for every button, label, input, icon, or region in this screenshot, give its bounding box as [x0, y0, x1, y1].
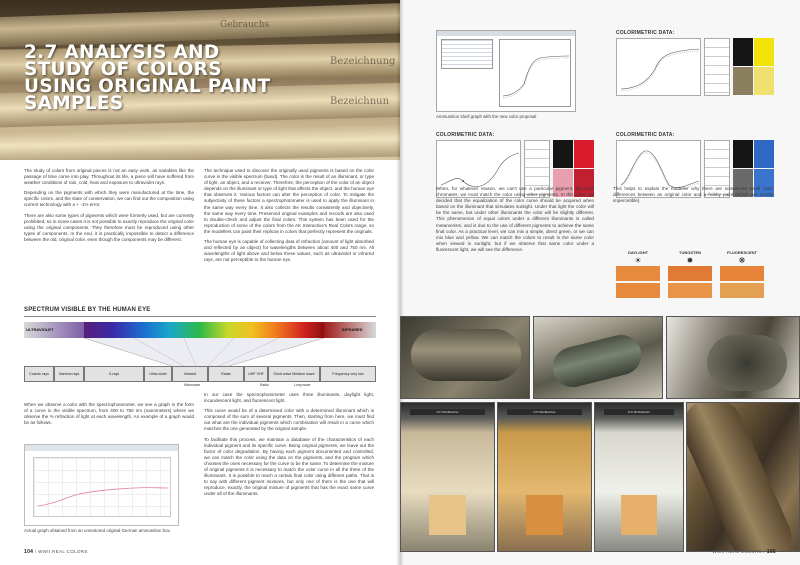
colorimetric-plot: [616, 38, 701, 96]
page-number: 105: [766, 549, 776, 555]
stencil-text: Gebrauchs: [220, 20, 270, 30]
paragraph: Depending on the pigments with which they were manufactured at the time, the specific colors, and the state of conservation, we can find out the composition using current technology with a + -1% error.: [24, 190, 194, 208]
photo-sample-scan: [666, 316, 800, 399]
right-text-column-1: [436, 186, 594, 257]
scale-cell: Short wave Medium wave: [268, 366, 320, 382]
title-line: SAMPLES: [24, 93, 124, 114]
title-line: STUDY OF COLORS: [24, 59, 222, 80]
spectrophotometer-graph: [24, 444, 179, 526]
illuminant-fluorescent: [720, 250, 764, 310]
paragraph: The study of colors from original pieces is not an easy work, as variables like the passage of time come into play. Throughout its life, a piece will have suffered from weather conditions of rain, cold, heat and exposure to ultraviolet rays.: [24, 168, 194, 186]
photo-shell-closeup: [686, 402, 800, 552]
illuminant-daylight: [616, 250, 660, 310]
swatch-orange: [720, 266, 764, 281]
shell-curve: [500, 40, 572, 108]
swatch-black: [553, 140, 573, 168]
page-folio-right: WWII REAL COLORS / 105: [712, 549, 776, 555]
photo-ammo-container: [400, 316, 530, 399]
spectrum-diagram: [24, 322, 376, 387]
swatch-black: [733, 38, 753, 66]
stencil-text: Bezeichnun: [330, 96, 390, 107]
fluorescent-icon: ❋: [738, 256, 746, 265]
electromagnetic-scale: [24, 366, 376, 382]
illuminant-tungsten: [668, 250, 712, 310]
ammo-tube: [0, 124, 400, 160]
software-screenshot: [436, 30, 576, 112]
window-bar: [25, 445, 178, 451]
page-number: 104: [24, 549, 34, 555]
colorimetric-label: COLORIMETRIC DATA:: [616, 30, 675, 36]
title-line: 2.7 ANALYSIS AND: [24, 42, 220, 63]
hero-photo: [0, 0, 400, 160]
booth-sign: GTI MiniMatcher: [507, 409, 581, 415]
visible-spectrum-band: [84, 322, 324, 338]
text-column-3: [24, 402, 194, 430]
scale-cell: Infrared: [172, 366, 208, 382]
swatch-orange: [720, 283, 764, 298]
photo-light-booth-tungsten: [497, 402, 592, 552]
colorimetric-table: [704, 38, 730, 96]
sample-card: [526, 495, 563, 535]
graph-plot-area: [33, 457, 171, 517]
paragraph: This curve would be of a determined color with a determined illuminant which is composed of the sum of several pigments. Then, starting from here, we must find out what are the individual pigments which combination will result in a curve which matches the one generated by the original sample.: [204, 408, 374, 432]
scale-cell: X-rays: [84, 366, 144, 382]
infrared-label: INFRARED: [342, 327, 363, 332]
title-line: USING ORIGINAL PAINT: [24, 76, 271, 97]
swatch-yellow: [754, 38, 774, 66]
text-column-1: [24, 168, 194, 247]
paragraph: When we observe a color with the spectrophotometer, we see a graph in the form of a curve in the visible spectrum, from 400 to 750 nm (nanometers) where we observe the % refraction of light at each wavelength. An example of a graph would be as follows:: [24, 402, 194, 426]
scale-cell: UHF VHF: [244, 366, 268, 382]
sample-card: [621, 495, 656, 535]
paragraph: To facilitate this process, we maintain a database of the characteristics of each individual pigment and its specific curve. Being original pigments, we leave out the factor of color degradation. By having each pigment documented and controlled, we can match the color using the data on the pigments, and the program which chooses the ones necessary for the curve to be the same. To determine the mixture of original pigments it is necessary to match the color curve in all the three of the illuminants. It is possible to reach a certain final color using different paths. That is to say with different pigment mixtures, but only one of them is the one that will reproduce, exactly, the original mixture of pigments that has the exact same curve under all of the illuminants.: [204, 436, 374, 497]
booth-sign: GTI MiniMatcher: [410, 409, 484, 415]
paragraph: There are also some types of pigments which were formerly used, but are currently prohibited, so in some cases it is not possible to exactly reproduce the original color using the original components. They therefore must be reproduced using other types of components. In the end, it is practically impossible to detect a difference between the old, original color, even though the components may be different.: [24, 212, 194, 242]
paragraph: The technique used to discover the originally used pigments is based on the color curve in the visible spectrum (band). The color is the result of an illuminant, or type of light, an object, and a receiver. Therefore, the perception of the color of an object depends on the illuminant or type of light that affects the object, and the human eye that observes it. Various factors can alter the perception of color. To mitigate the subjectivity of these factors a spectrophotometer is used to apply the illuminant in the same way every time. It also collects the results consistently and objectively, the same way every time. Preserved original examples and records are also used to double-check and adjust the final colors. This system has been used for the reproduction of some of the colors from the AK Interactive's Real Colors range, so the modellers can paint their replicas in colors that perfectly represent the originals.: [204, 168, 374, 234]
paragraph: When, for whatever reason, we can't use a particular pigment, like lead chromates, we must match the color using other pigments. In this case, we decided that the equalization of the color curve should be acquired when based on the illuminant that simulates sunlight. Under that light the color will be the same, but under other illuminants the color will be slightly different. This phenomenon of equal colors under a different illuminants is called metamerism, and is due to the use of different pigments to achieve the same final color. As a practical level, we can mix a simple, direct green, or we can mix blue and yellow. We can match the colors to result in the same color when viewed in sunlight, but if we observe that same color under a fluorescent light, we will see the difference.: [436, 186, 594, 252]
swatch-blue: [754, 140, 774, 168]
swatch-black: [733, 140, 753, 168]
swatch-orange: [668, 283, 712, 298]
scale-cell: Radar: [208, 366, 244, 382]
paragraph: The human eye is capable of collecting data of refraction (amount of light absorbed and reflected by an object) for wavelengths between about 400 and 750 nm. All wavelengths of light above and below these values, such as ultraviolet or infrared rays, are not perceptible to the human eye.: [204, 239, 374, 263]
scale-sub-label: Long wave: [294, 383, 311, 387]
curve-plot: [499, 39, 571, 107]
spectrum-title: SPECTRUM VISIBLE BY THE HUMAN EYE: [24, 307, 151, 313]
screenshot-caption: Ammunition shell graph with the new color proposal: [436, 114, 537, 119]
swatch-red: [574, 140, 594, 168]
paragraph: This helps to explain the modeller why there are sometimes small color differences between an original color and a hobby paint (which are mostly impercetible).: [613, 186, 773, 204]
text-column-4: [204, 392, 374, 502]
scale-cell: Ultra-violet: [144, 366, 172, 382]
text-column-2: [204, 168, 374, 267]
graph-caption: Actual graph obtained from an unrestored original German ammunition box.: [24, 528, 171, 533]
page-title: [24, 44, 324, 112]
ammo-tube: [0, 3, 400, 48]
window-bar: [437, 31, 575, 36]
illuminant-label: TUNGSTEN: [679, 250, 701, 255]
reflectance-curve: [34, 458, 172, 518]
running-footer: WWII REAL COLORS: [712, 549, 763, 554]
colorimetric-yellow: [616, 38, 781, 108]
color-swatches: [733, 38, 775, 96]
photo-light-booth-fluorescent: [594, 402, 684, 552]
photo-light-booth-daylight: [400, 402, 495, 552]
scale-cell: Cosmic rays: [24, 366, 54, 382]
scale-sub-label: Radio: [260, 383, 269, 387]
bulb-icon: ✹: [686, 256, 694, 265]
swatch-orange: [668, 266, 712, 281]
stencil-text: Bezeichnung: [330, 56, 396, 67]
illuminant-label: DAYLIGHT: [627, 250, 649, 255]
colorimetric-label: COLORIMETRIC DATA:: [616, 132, 675, 138]
ultraviolet-label: ULTRAVIOLET: [26, 327, 54, 332]
scale-cell: Frequency very low: [320, 366, 376, 382]
yellow-curve: [617, 39, 702, 97]
illuminant-comparison: [616, 250, 766, 310]
scale-cell: Gamma rays: [54, 366, 84, 382]
swatch-orange: [616, 266, 660, 281]
divider: [24, 316, 376, 317]
booth-sign: GTI MiniMatcher: [604, 409, 674, 415]
paragraph: In our case the spectrophotometer uses three illuminants, daylight light, incandescent light, and fluorescent light.: [204, 392, 374, 404]
photo-spectrophotometer-measure: [533, 316, 663, 399]
colorimetric-label: COLORIMETRIC DATA:: [436, 132, 495, 138]
swatch-olive: [733, 67, 753, 95]
spectrum-fan-lines: [24, 338, 376, 368]
swatch-pale-yellow: [754, 67, 774, 95]
sun-icon: ☀: [634, 256, 642, 265]
swatch-orange: [616, 283, 660, 298]
running-footer: WWII REAL COLORS: [37, 549, 88, 554]
illuminant-label: FLUORESCENT: [727, 250, 757, 255]
right-text-column-2: [613, 186, 773, 208]
data-table: [441, 39, 493, 69]
scale-sub-label: Microwave: [184, 383, 201, 387]
sample-card: [429, 495, 466, 535]
page-folio-left: 104 / WWII REAL COLORS: [24, 549, 88, 555]
